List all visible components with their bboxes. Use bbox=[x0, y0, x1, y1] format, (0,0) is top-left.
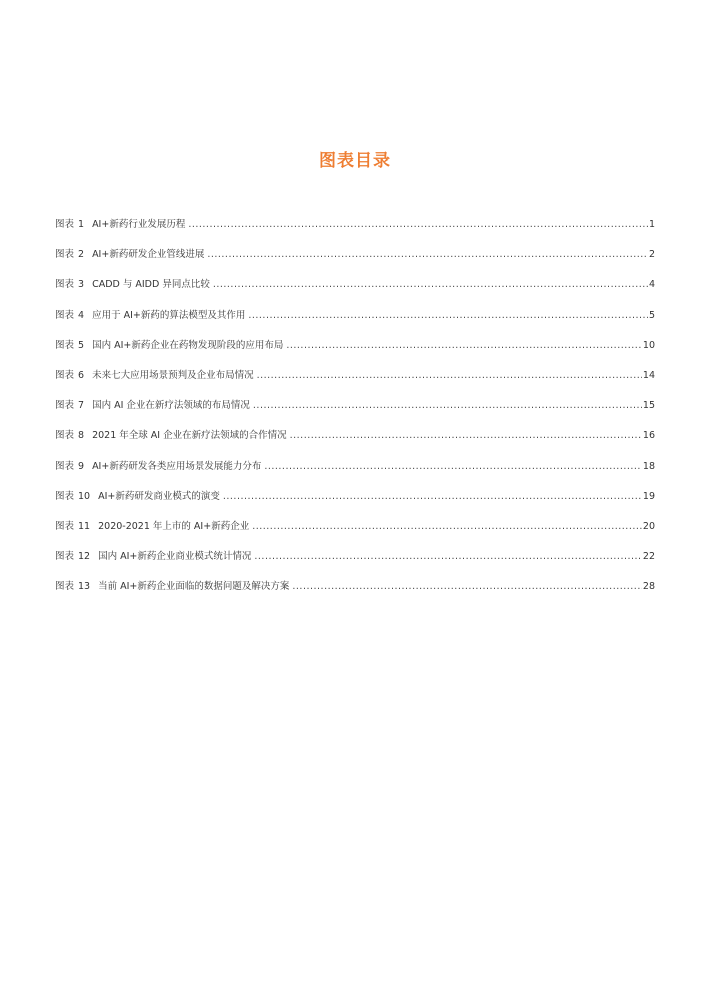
toc-entry-caption: AI+新药研发商业模式的演变 bbox=[98, 490, 220, 502]
toc-entry-number: 10 bbox=[78, 490, 91, 502]
toc-leader-dots bbox=[286, 339, 642, 353]
toc-entry-prefix: 图表 bbox=[55, 249, 75, 261]
toc-leader-dots bbox=[252, 520, 642, 534]
toc-entry-page: 10 bbox=[642, 339, 655, 351]
toc-entry-page: 20 bbox=[642, 520, 655, 532]
toc-entry-prefix: 图表 bbox=[55, 400, 75, 412]
toc-entry-label bbox=[55, 490, 220, 504]
toc-entry-prefix: 图表 bbox=[55, 551, 75, 563]
toc-entry-prefix: 图表 bbox=[55, 369, 75, 381]
toc-leader-dots bbox=[188, 218, 648, 232]
toc-entry[interactable] bbox=[55, 429, 655, 459]
toc-leader-dots bbox=[264, 460, 642, 474]
toc-entry-prefix: 图表 bbox=[55, 279, 75, 291]
toc-entry-label bbox=[55, 339, 283, 353]
toc-entry-number: 7 bbox=[78, 400, 85, 412]
toc-entry-prefix: 图表 bbox=[55, 460, 75, 472]
toc-entry[interactable] bbox=[55, 399, 655, 429]
toc-entry-number: 1 bbox=[78, 219, 85, 230]
toc-entry-number: 12 bbox=[78, 551, 91, 563]
toc-entry-label bbox=[55, 369, 254, 383]
toc-leader-dots bbox=[257, 369, 642, 383]
toc-entry-label bbox=[55, 580, 289, 594]
toc-entry-caption: AI+新药行业发展历程 bbox=[92, 219, 186, 230]
toc-leader-dots bbox=[292, 580, 642, 594]
toc-entry-number: 5 bbox=[78, 339, 85, 351]
toc-entry-page: 5 bbox=[648, 309, 655, 321]
toc-leader-dots bbox=[253, 399, 642, 413]
toc-entry-label bbox=[55, 399, 250, 413]
toc-entry[interactable] bbox=[55, 490, 655, 520]
toc-entry[interactable] bbox=[55, 278, 655, 308]
toc-entry-label bbox=[55, 429, 287, 443]
toc-entry-page: 28 bbox=[642, 581, 655, 593]
toc-entry-number: 6 bbox=[78, 369, 85, 381]
toc-entry-prefix: 图表 bbox=[55, 520, 75, 532]
toc-entry-label bbox=[55, 550, 251, 564]
toc-entry[interactable] bbox=[55, 339, 655, 369]
toc-leader-dots bbox=[223, 490, 642, 504]
toc-entry[interactable] bbox=[55, 520, 655, 550]
toc-leader-dots bbox=[207, 248, 648, 262]
toc-entry-page: 19 bbox=[642, 490, 655, 502]
toc-entry[interactable] bbox=[55, 550, 655, 580]
toc-entry-label bbox=[55, 278, 210, 292]
toc-leader-dots bbox=[213, 278, 648, 292]
toc-entry-page: 14 bbox=[642, 369, 655, 381]
toc-entry-prefix: 图表 bbox=[55, 490, 75, 502]
page-title: 图表目录 bbox=[319, 151, 391, 171]
toc-entry-number: 3 bbox=[78, 279, 85, 291]
toc-entry-caption: 未来七大应用场景预判及企业布局情况 bbox=[92, 369, 254, 381]
toc-entry[interactable] bbox=[55, 309, 655, 339]
toc-leader-dots bbox=[254, 550, 642, 564]
toc-entry-caption: 国内 AI+新药企业在药物发现阶段的应用布局 bbox=[92, 339, 284, 351]
toc-entry-caption: 国内 AI+新药企业商业模式统计情况 bbox=[98, 551, 252, 563]
toc-entry-caption: AI+新药研发各类应用场景发展能力分布 bbox=[92, 460, 262, 472]
toc-entry-caption: AI+新药研发企业管线进展 bbox=[92, 249, 205, 261]
toc-entry-page: 15 bbox=[642, 400, 655, 412]
toc-entry-number: 2 bbox=[78, 249, 85, 261]
toc-entry-caption: 当前 AI+新药企业面临的数据问题及解决方案 bbox=[98, 581, 290, 593]
toc-entry-label bbox=[55, 520, 249, 534]
toc-entry-number: 11 bbox=[78, 520, 91, 532]
toc-entry-page: 1 bbox=[648, 219, 655, 230]
toc-leader-dots bbox=[290, 429, 642, 443]
toc-entry-caption: 国内 AI 企业在新疗法领域的布局情况 bbox=[92, 400, 250, 412]
toc-leader-dots bbox=[248, 309, 648, 323]
toc-entry-prefix: 图表 bbox=[55, 581, 75, 593]
toc-entry-caption: 2021 年全球 AI 企业在新疗法领域的合作情况 bbox=[92, 430, 287, 442]
toc-entry[interactable] bbox=[55, 369, 655, 399]
toc-entry-page: 4 bbox=[648, 279, 655, 291]
toc-entry[interactable] bbox=[55, 460, 655, 490]
toc-entry-label bbox=[55, 248, 204, 262]
toc-entry[interactable] bbox=[55, 218, 655, 248]
toc-entry-caption: 2020-2021 年上市的 AI+新药企业 bbox=[98, 520, 250, 532]
toc-entry-page: 2 bbox=[648, 249, 655, 261]
toc-entry-prefix: 图表 bbox=[55, 309, 75, 321]
toc-entry[interactable] bbox=[55, 580, 655, 610]
toc-entry-number: 9 bbox=[78, 460, 85, 472]
toc-entry-page: 18 bbox=[642, 460, 655, 472]
toc-entry-label bbox=[55, 309, 245, 323]
toc-entry-prefix: 图表 bbox=[55, 219, 75, 230]
toc-entry-label bbox=[55, 218, 185, 232]
toc-entry-page: 16 bbox=[642, 430, 655, 442]
toc-entry-prefix: 图表 bbox=[55, 430, 75, 442]
toc-entry[interactable] bbox=[55, 248, 655, 278]
toc-entry-caption: CADD 与 AIDD 异同点比较 bbox=[92, 279, 210, 291]
toc-entry-label bbox=[55, 460, 261, 474]
toc-entry-prefix: 图表 bbox=[55, 339, 75, 351]
toc-entry-number: 4 bbox=[78, 309, 85, 321]
figure-list bbox=[55, 218, 655, 610]
toc-entry-number: 8 bbox=[78, 430, 85, 442]
toc-entry-number: 13 bbox=[78, 581, 91, 593]
toc-entry-page: 22 bbox=[642, 551, 655, 563]
toc-entry-caption: 应用于 AI+新药的算法模型及其作用 bbox=[92, 309, 246, 321]
